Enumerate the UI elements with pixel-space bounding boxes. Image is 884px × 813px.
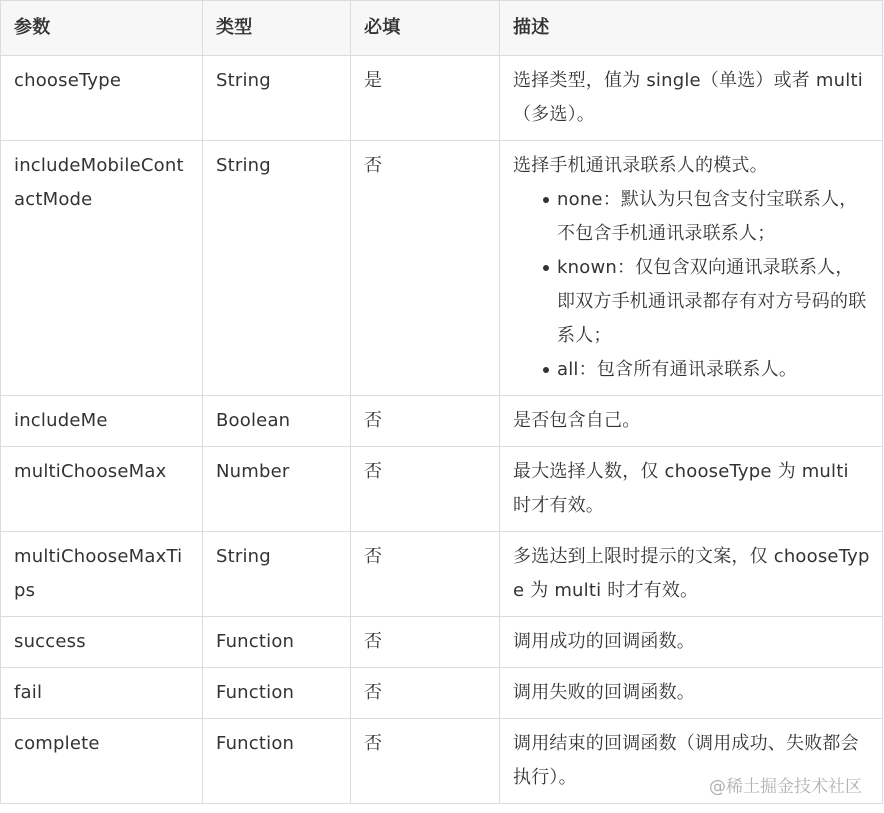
param-name: complete <box>1 719 203 804</box>
param-type: Function <box>203 719 351 804</box>
mode-list <box>513 183 870 387</box>
param-type: String <box>203 56 351 141</box>
mode-text: all：包含所有通讯录联系人。 <box>557 359 798 380</box>
bullet-icon <box>543 197 549 203</box>
param-type: Boolean <box>203 396 351 447</box>
header-type: 类型 <box>203 1 351 56</box>
header-row <box>1 1 883 56</box>
mode-item <box>543 353 870 387</box>
table-row <box>1 447 883 532</box>
bullet-icon <box>543 265 549 271</box>
param-description: 调用成功的回调函数。 <box>500 617 883 668</box>
param-required: 否 <box>351 141 500 396</box>
param-required: 是 <box>351 56 500 141</box>
param-name: includeMe <box>1 396 203 447</box>
param-description: 选择手机通讯录联系人的模式。 <box>513 155 768 176</box>
param-required: 否 <box>351 532 500 617</box>
param-required: 否 <box>351 719 500 804</box>
table-row <box>1 617 883 668</box>
param-name: multiChooseMax <box>1 447 203 532</box>
param-type: String <box>203 532 351 617</box>
param-required: 否 <box>351 447 500 532</box>
table-row <box>1 396 883 447</box>
param-name: multiChooseMaxTips <box>1 532 203 617</box>
param-type: Function <box>203 617 351 668</box>
table-body <box>1 56 883 804</box>
param-description: 多选达到上限时提示的文案，仅 chooseType 为 multi 时才有效。 <box>500 532 883 617</box>
param-description: 调用结束的回调函数（调用成功、失败都会执行）。 <box>500 719 883 804</box>
header-param: 参数 <box>1 1 203 56</box>
param-description: 选择类型，值为 single（单选）或者 multi（多选）。 <box>500 56 883 141</box>
param-required: 否 <box>351 617 500 668</box>
bullet-icon <box>543 367 549 373</box>
param-description: 最大选择人数，仅 chooseType 为 multi 时才有效。 <box>500 447 883 532</box>
param-required: 否 <box>351 396 500 447</box>
param-type: String <box>203 141 351 396</box>
header-required: 必填 <box>351 1 500 56</box>
param-type: Number <box>203 447 351 532</box>
param-name: chooseType <box>1 56 203 141</box>
param-description: 调用失败的回调函数。 <box>500 668 883 719</box>
param-name: success <box>1 617 203 668</box>
header-description: 描述 <box>500 1 883 56</box>
param-description: 是否包含自己。 <box>500 396 883 447</box>
table-row <box>1 141 883 396</box>
mode-text: known：仅包含双向通讯录联系人，即双方手机通讯录都存有对方号码的联系人； <box>557 257 867 346</box>
table-row <box>1 532 883 617</box>
param-name: includeMobileContactMode <box>1 141 203 396</box>
table-row <box>1 668 883 719</box>
param-required: 否 <box>351 668 500 719</box>
mode-item <box>543 183 870 251</box>
table-header <box>1 1 883 56</box>
table-row <box>1 56 883 141</box>
param-description-cell <box>500 141 883 396</box>
param-type: Function <box>203 668 351 719</box>
mode-item <box>543 251 870 353</box>
mode-text: none：默认为只包含支付宝联系人，不包含手机通讯录联系人； <box>557 189 858 244</box>
param-name: fail <box>1 668 203 719</box>
watermark: @稀土掘金技术社区 <box>709 777 862 797</box>
